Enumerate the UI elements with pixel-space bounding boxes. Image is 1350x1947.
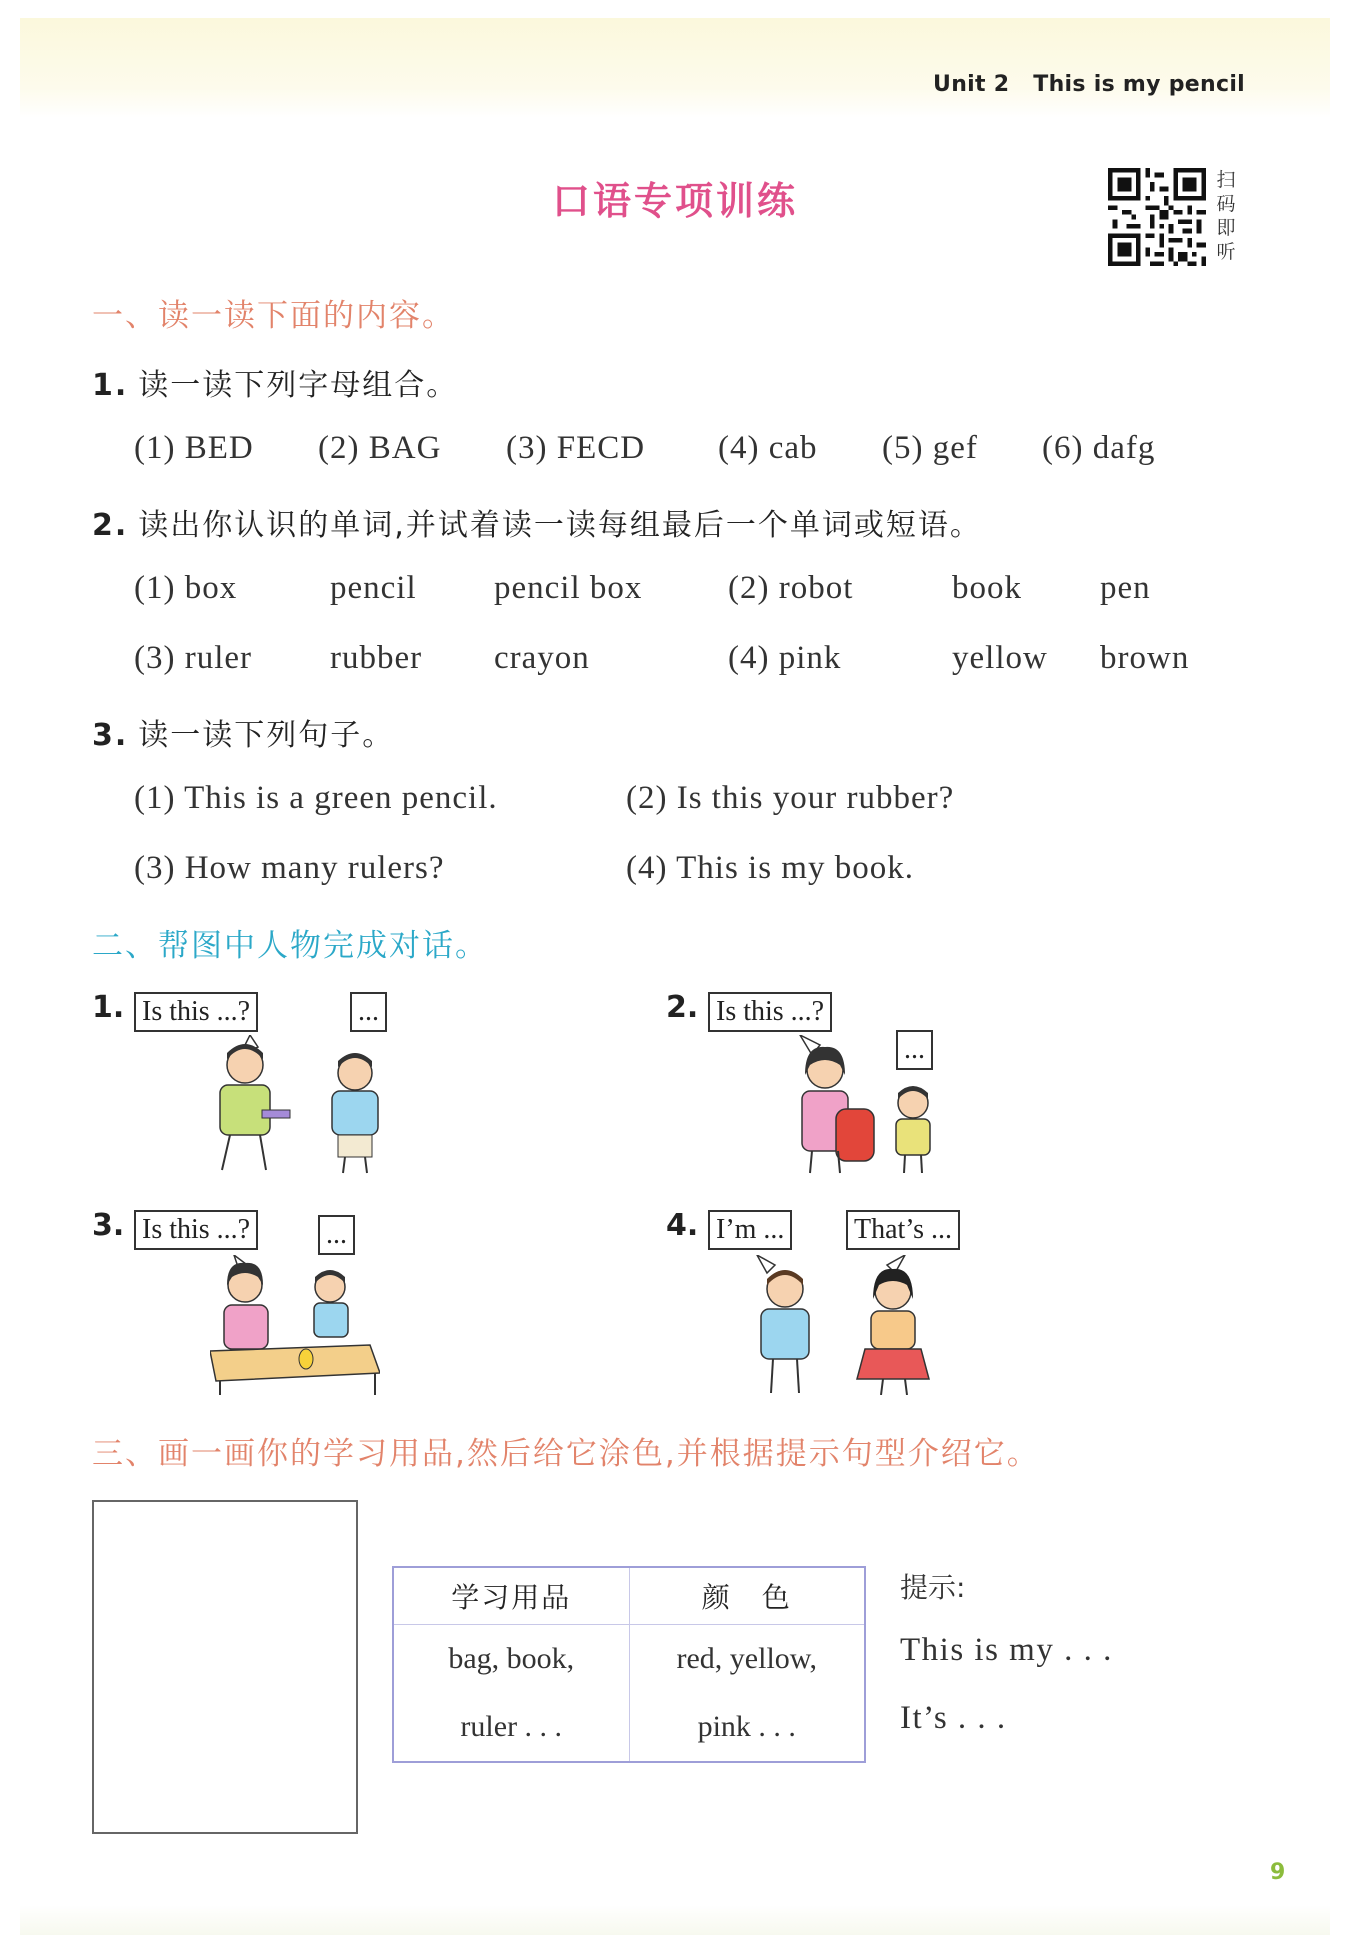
table-cell: red, yellow, — [676, 1642, 817, 1675]
word: pencil — [330, 570, 417, 606]
word: (1) box — [134, 570, 238, 606]
speech-bubble: ... — [318, 1215, 355, 1255]
word: (3) ruler — [134, 640, 253, 676]
sentence: (2) Is this your rubber? — [626, 780, 955, 816]
hint-sentence: This is my . . . — [900, 1632, 1113, 1668]
table-cell: pink . . . — [697, 1710, 796, 1743]
word: (4) pink — [728, 640, 842, 676]
speech-bubble: That’s ... — [846, 1210, 960, 1250]
page-title: 口语专项训练 — [551, 179, 798, 223]
drawing-box[interactable] — [92, 1500, 358, 1834]
hint-sentence: It’s . . . — [900, 1700, 1007, 1736]
scan-to-listen-label: 扫 码 即 听 — [1216, 169, 1236, 263]
speech-bubble: Is this ...? — [134, 992, 258, 1032]
letter-group: (4) cab — [718, 430, 818, 466]
table-cell: ruler . . . — [393, 1693, 629, 1762]
table-cell: bag, book, — [393, 1625, 629, 1694]
speech-bubble: ... — [350, 992, 387, 1032]
illustration-1 — [190, 1035, 400, 1175]
word: (2) robot — [728, 570, 854, 606]
table-header: 学习用品 — [393, 1567, 629, 1625]
supplies-table — [392, 1566, 866, 1763]
word: yellow — [952, 640, 1048, 676]
table-header: 颜 色 — [629, 1567, 865, 1625]
word: book — [952, 570, 1022, 606]
picture-number: 4. — [666, 1208, 699, 1243]
unit-label: Unit 2 This is my pencil — [933, 72, 1245, 97]
picture-number: 2. — [666, 990, 699, 1025]
letter-group: (5) gef — [882, 430, 978, 466]
word: pen — [1100, 570, 1151, 606]
question-text: 读一读下列字母组合。 — [138, 368, 459, 403]
speech-bubble: Is this ...? — [708, 992, 832, 1032]
illustration-3 — [210, 1255, 380, 1395]
picture-number: 3. — [92, 1208, 125, 1243]
word: brown — [1100, 640, 1190, 676]
question-text: 读一读下列句子。 — [138, 718, 395, 753]
word: rubber — [330, 640, 423, 676]
question-3 — [92, 710, 394, 754]
page-number: 9 — [1270, 1860, 1286, 1885]
word: pencil box — [494, 570, 643, 606]
letter-group: (6) dafg — [1042, 430, 1156, 466]
question-number: 2. — [92, 508, 129, 543]
speech-bubble: ... — [896, 1030, 933, 1070]
question-text: 读出你认识的单词,并试着读一读每组最后一个单词或短语。 — [138, 508, 982, 543]
illustration-4 — [745, 1255, 935, 1395]
question-number: 3. — [92, 718, 129, 753]
illustration-2 — [770, 1035, 950, 1175]
sentence: (4) This is my book. — [626, 850, 914, 886]
question-1 — [92, 360, 458, 404]
footer-band — [20, 1905, 1330, 1935]
sentence: (3) How many rulers? — [134, 850, 445, 886]
header-band — [20, 18, 1330, 118]
word: crayon — [494, 640, 590, 676]
letter-group: (2) BAG — [318, 430, 442, 466]
speech-bubble: I’m ... — [708, 1210, 792, 1250]
sentence: (1) This is a green pencil. — [134, 780, 498, 816]
letter-group: (3) FECD — [506, 430, 646, 466]
section-3-heading: 三、画一画你的学习用品,然后给它涂色,并根据提示句型介绍它。 — [92, 1436, 1040, 1472]
hint-label: 提示: — [900, 1571, 966, 1604]
question-2 — [92, 500, 982, 544]
speech-bubble: Is this ...? — [134, 1210, 258, 1250]
letter-group: (1) BED — [134, 430, 254, 466]
question-number: 1. — [92, 368, 129, 403]
section-2-heading: 二、帮图中人物完成对话。 — [92, 928, 488, 964]
qr-code-icon[interactable] — [1108, 168, 1206, 266]
picture-number: 1. — [92, 990, 125, 1025]
section-1-heading: 一、读一读下面的内容。 — [92, 298, 455, 334]
